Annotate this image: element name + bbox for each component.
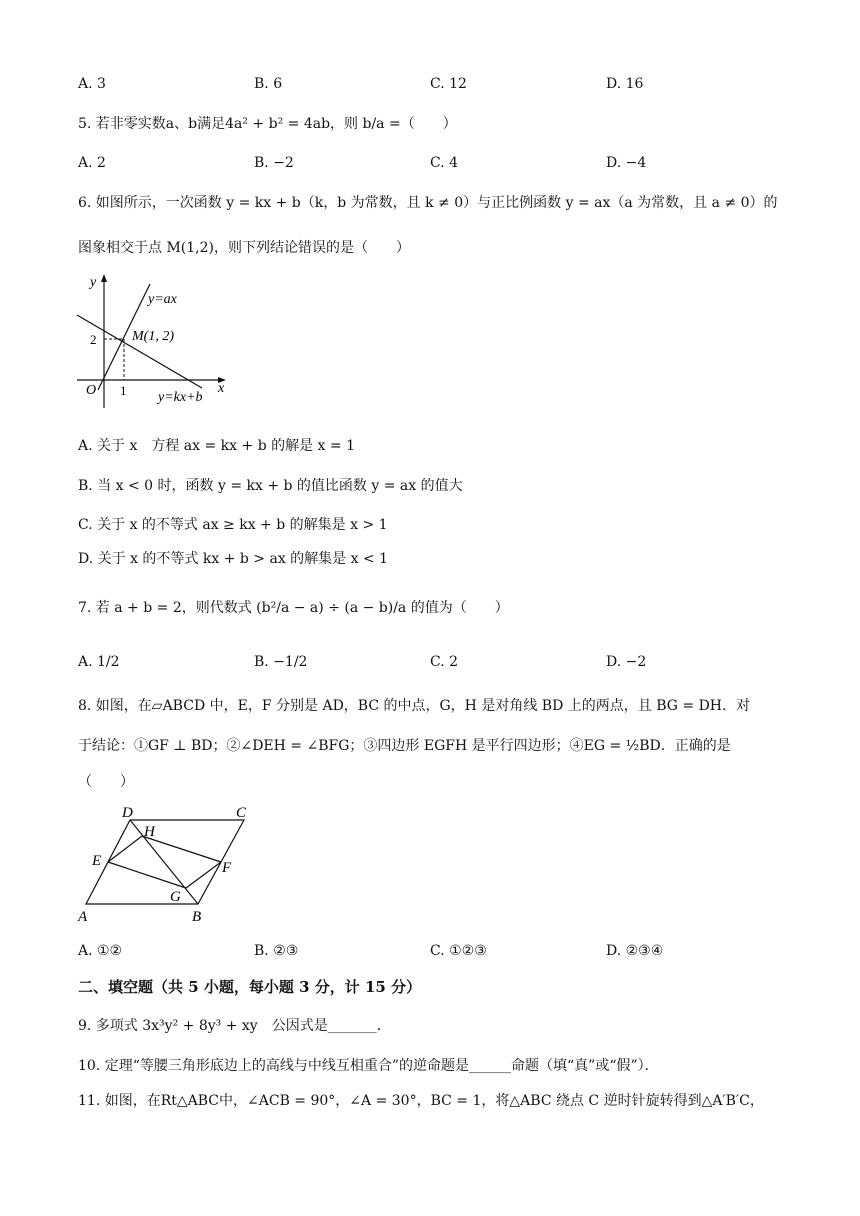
q9-text: 9. 多项式 3x³y² + 8y³ + xy 公因式是_______． bbox=[78, 1018, 391, 1034]
q7-option-d: D. −2 bbox=[606, 654, 647, 670]
line-y-kx-b bbox=[77, 315, 202, 388]
q8-figure bbox=[72, 800, 262, 928]
graph-label-o: O bbox=[86, 383, 97, 398]
section-2-title: 二、填空题（共 5 小题，每小题 3 分，计 15 分） bbox=[78, 978, 422, 996]
graph-label-1: 1 bbox=[120, 383, 127, 398]
q8-option-b: B. ②③ bbox=[254, 943, 299, 959]
q8-line-3: （ ） bbox=[78, 774, 134, 790]
graph-label-x: x bbox=[218, 381, 225, 396]
graph-label-y-kx-b: y=kx+b bbox=[158, 390, 203, 405]
q5-option-b: B. −2 bbox=[254, 155, 294, 171]
q6-graph bbox=[72, 270, 242, 410]
q6-line-1: 6. 如图所示，一次函数 y = kx + b（k，b 为常数，且 k ≠ 0）与正比例函数 y = ax（a 为常数，且 a ≠ 0）的 bbox=[78, 195, 778, 211]
fig-label-g: G bbox=[170, 889, 181, 905]
graph-label-2: 2 bbox=[90, 332, 97, 347]
q4-option-b: B. 6 bbox=[254, 76, 283, 92]
q8-line-2: 于结论：①GF ⊥ BD；②∠DEH = ∠BFG；③四边形 EGFH 是平行四边形；④EG = ½BD．正确的是 bbox=[78, 738, 731, 754]
fig-label-f: F bbox=[222, 860, 232, 876]
q5-option-c: C. 4 bbox=[430, 155, 459, 171]
fig-label-b: B bbox=[192, 909, 202, 925]
q6-option-c: C. 关于 x 的不等式 ax ≥ kx + b 的解集是 x > 1 bbox=[78, 517, 388, 533]
fig-label-h: H bbox=[144, 824, 155, 840]
q8-line-1: 8. 如图，在▱ABCD 中，E，F 分别是 AD，BC 的中点，G，H 是对角线 BD 上的两点，且 BG = DH．对 bbox=[78, 698, 750, 714]
q8-option-c: C. ①②③ bbox=[430, 943, 487, 959]
q4-option-d: D. 16 bbox=[606, 76, 644, 92]
q5-text: 5. 若非零实数a、b满足4a² + b² = 4ab，则 b/a =（ ） bbox=[78, 116, 457, 132]
q6-option-a: A. 关于 x 方程 ax = kx + b 的解是 x = 1 bbox=[78, 438, 355, 454]
fig-label-c: C bbox=[236, 805, 247, 821]
q6-option-d: D. 关于 x 的不等式 kx + b > ax 的解集是 x < 1 bbox=[78, 551, 389, 567]
q7-option-b: B. −1/2 bbox=[254, 654, 308, 670]
q7-option-a: A. 1/2 bbox=[78, 654, 120, 670]
graph-label-point-m: M(1, 2) bbox=[132, 329, 174, 344]
graph-label-y: y bbox=[90, 275, 97, 290]
q10-text: 10. 定理“等腰三角形底边上的高线与中线互相重合”的逆命题是______命题（填“真”或“假”）． bbox=[78, 1058, 659, 1074]
q5-option-d: D. −4 bbox=[606, 155, 647, 171]
q6-line-2: 图象相交于点 M(1,2)，则下列结论错误的是（ ） bbox=[78, 240, 410, 256]
q11-text: 11. 如图，在Rt△ABC中，∠ACB = 90°，∠A = 30°，BC = 1，将△ABC 绕点 C 逆时针旋转得到△A′B′C， bbox=[78, 1093, 764, 1109]
fig-label-d: D bbox=[122, 805, 133, 821]
fig-label-a: A bbox=[78, 909, 88, 925]
q7-text: 7. 若 a + b = 2，则代数式 (b²/a − a) ÷ (a − b)/a 的值为（ ） bbox=[78, 600, 509, 616]
q6-option-b: B. 当 x < 0 时，函数 y = kx + b 的值比函数 y = ax 的值大 bbox=[78, 478, 463, 494]
fig-label-e: E bbox=[92, 853, 102, 869]
graph-label-y-ax: y=ax bbox=[148, 292, 177, 307]
q8-option-a: A. ①② bbox=[78, 943, 123, 959]
q8-option-d: D. ②③④ bbox=[606, 943, 664, 959]
q4-option-a: A. 3 bbox=[78, 76, 106, 92]
q4-option-c: C. 12 bbox=[430, 76, 467, 92]
q7-option-c: C. 2 bbox=[430, 654, 459, 670]
q5-option-a: A. 2 bbox=[78, 155, 106, 171]
